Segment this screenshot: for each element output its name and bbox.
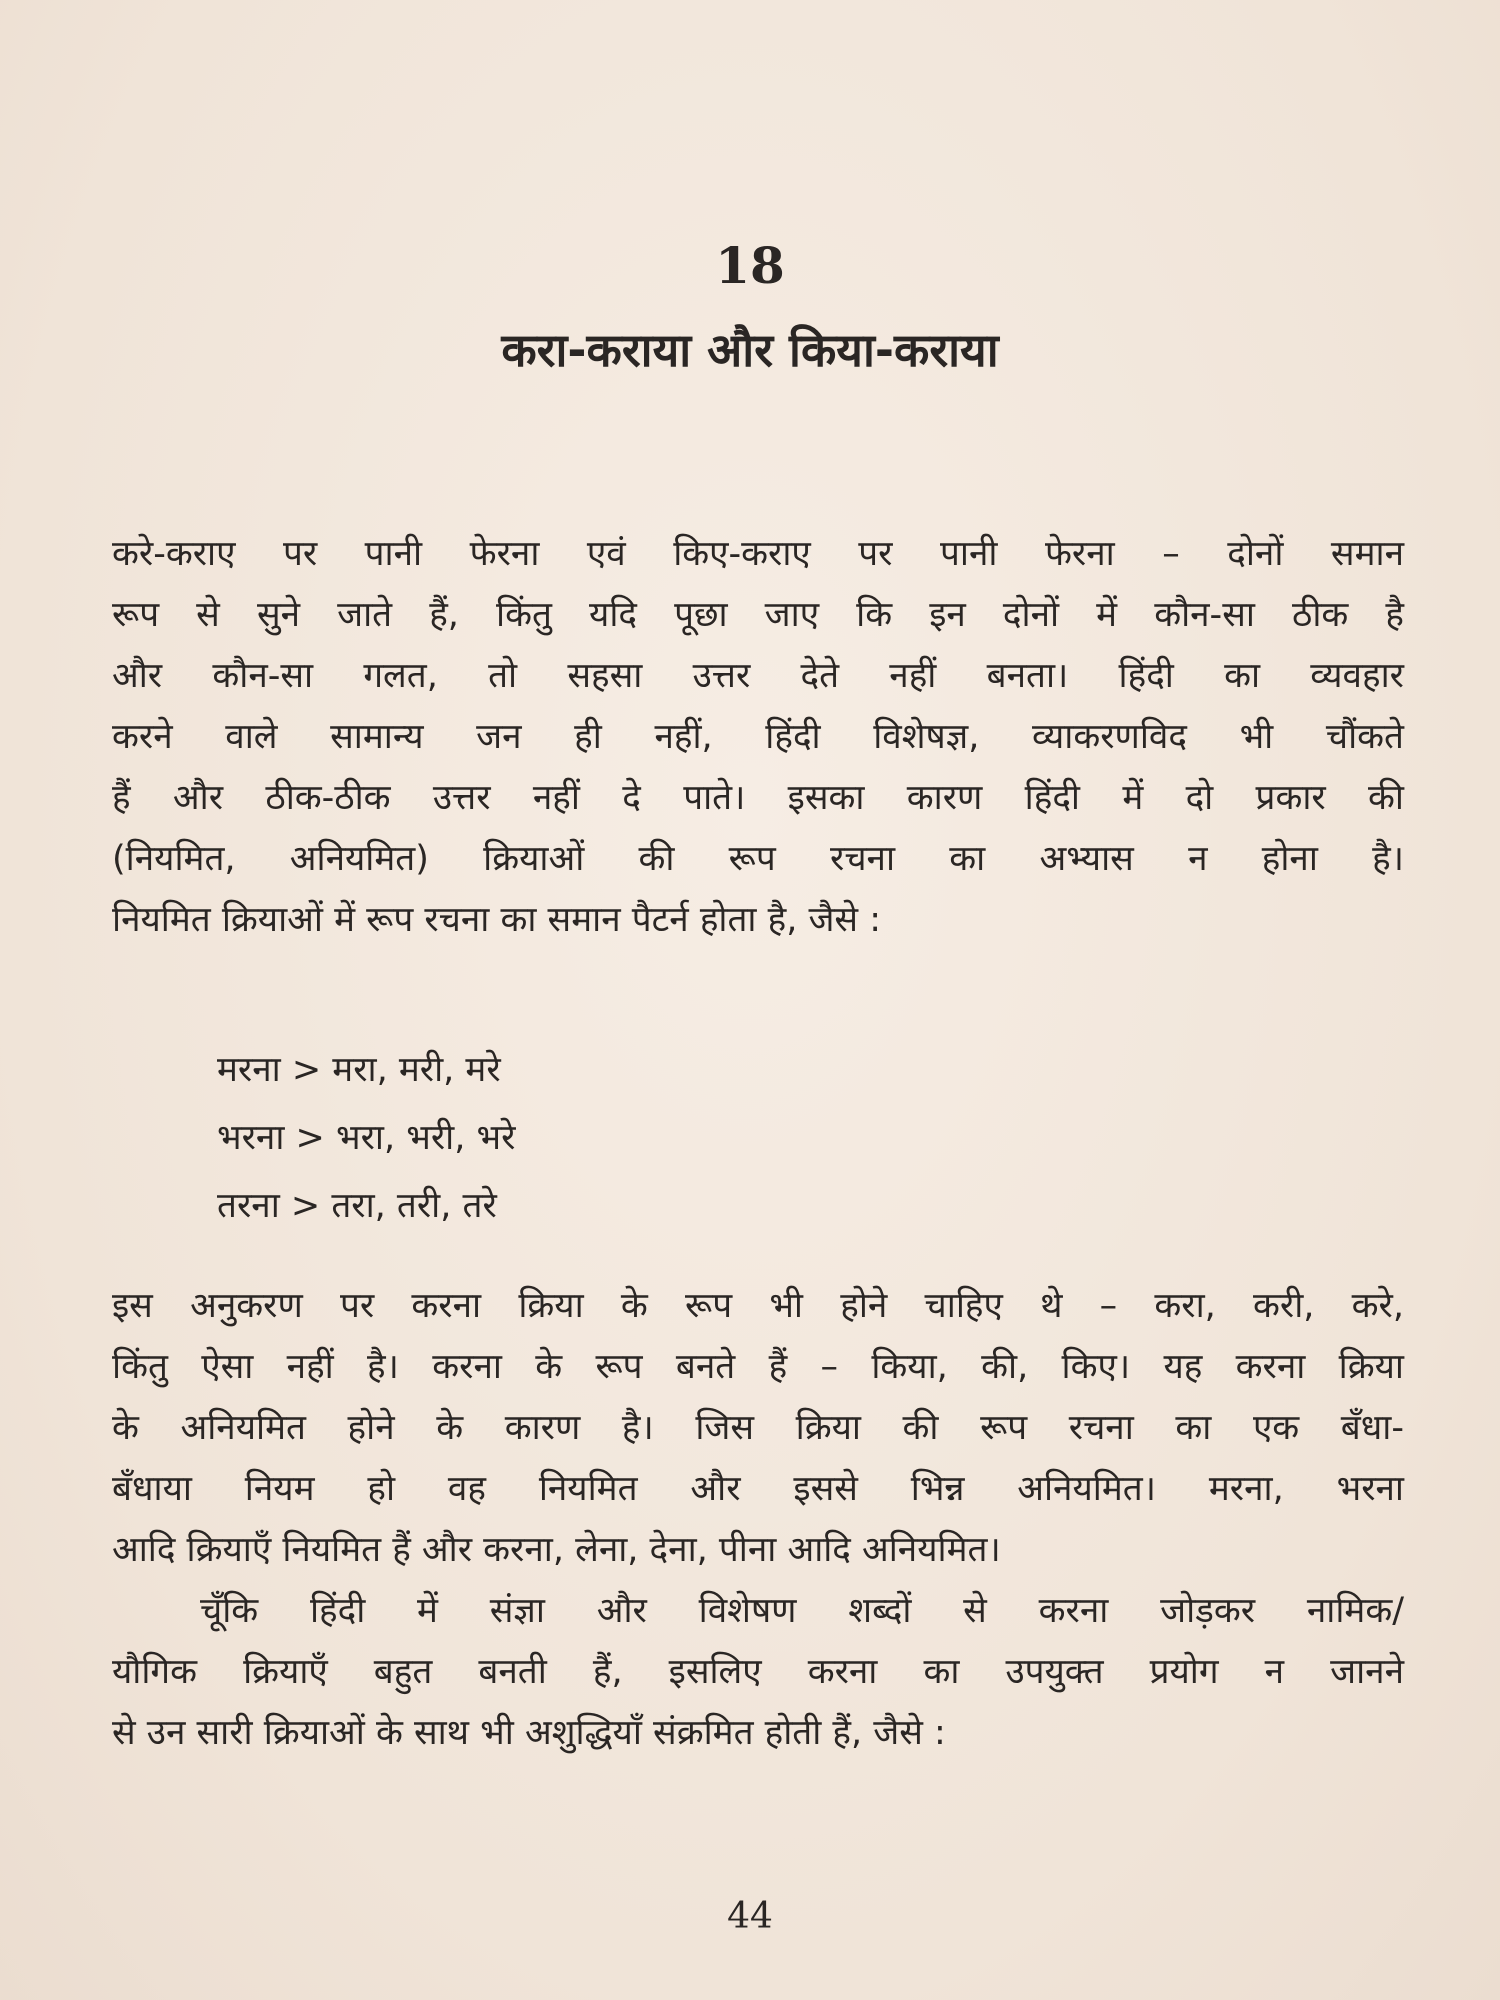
chapter-number: 18 (715, 236, 785, 295)
text-line: करे-कराए पर पानी फेरना एवं किए-कराए पर पानी फेरना – दोनों समान (112, 534, 1404, 574)
example-item: तरना > तरा, तरी, तरे (217, 1186, 497, 1226)
text-line: हैं और ठीक-ठीक उत्तर नहीं दे पाते। इसका कारण हिंदी में दो प्रकार की (112, 778, 1404, 818)
text-line: आदि क्रियाएँ नियमित हैं और करना, लेना, देना, पीना आदि अनियमित। (112, 1530, 1001, 1570)
example-item: भरना > भरा, भरी, भरे (217, 1118, 516, 1158)
text-line: किंतु ऐसा नहीं है। करना के रूप बनते हैं – किया, की, किए। यह करना क्रिया (112, 1347, 1404, 1387)
text-line: रूप से सुने जाते हैं, किंतु यदि पूछा जाए कि इन दोनों में कौन-सा ठीक है (112, 595, 1404, 635)
page-number: 44 (727, 1896, 773, 1937)
text-line: के अनियमित होने के कारण है। जिस क्रिया की रूप रचना का एक बँधा- (112, 1408, 1404, 1448)
text-line: करने वाले सामान्य जन ही नहीं, हिंदी विशेषज्ञ, व्याकरणविद भी चौंकते (112, 717, 1404, 757)
text-line: यौगिक क्रियाएँ बहुत बनती हैं, इसलिए करना का उपयुक्त प्रयोग न जानने (112, 1652, 1404, 1692)
chapter-title: करा-कराया और किया-कराया (501, 323, 999, 377)
text-line: इस अनुकरण पर करना क्रिया के रूप भी होने चाहिए थे – करा, करी, करे, (112, 1286, 1404, 1326)
text-line: से उन सारी क्रियाओं के साथ भी अशुद्धियाँ संक्रमित होती हैं, जैसे : (112, 1713, 946, 1753)
text-line: चूँकि हिंदी में संज्ञा और विशेषण शब्दों से करना जोड़कर नामिक/ (200, 1591, 1404, 1631)
text-line: और कौन-सा गलत, तो सहसा उत्तर देते नहीं बनता। हिंदी का व्यवहार (112, 656, 1404, 696)
example-item: मरना > मरा, मरी, मरे (217, 1050, 501, 1090)
text-line: (नियमित, अनियमित) क्रियाओं की रूप रचना का अभ्यास न होना है। (112, 839, 1404, 879)
text-line: बँधाया नियम हो वह नियमित और इससे भिन्न अनियमित। मरना, भरना (112, 1469, 1404, 1509)
text-line: नियमित क्रियाओं में रूप रचना का समान पैटर्न होता है, जैसे : (112, 900, 881, 940)
